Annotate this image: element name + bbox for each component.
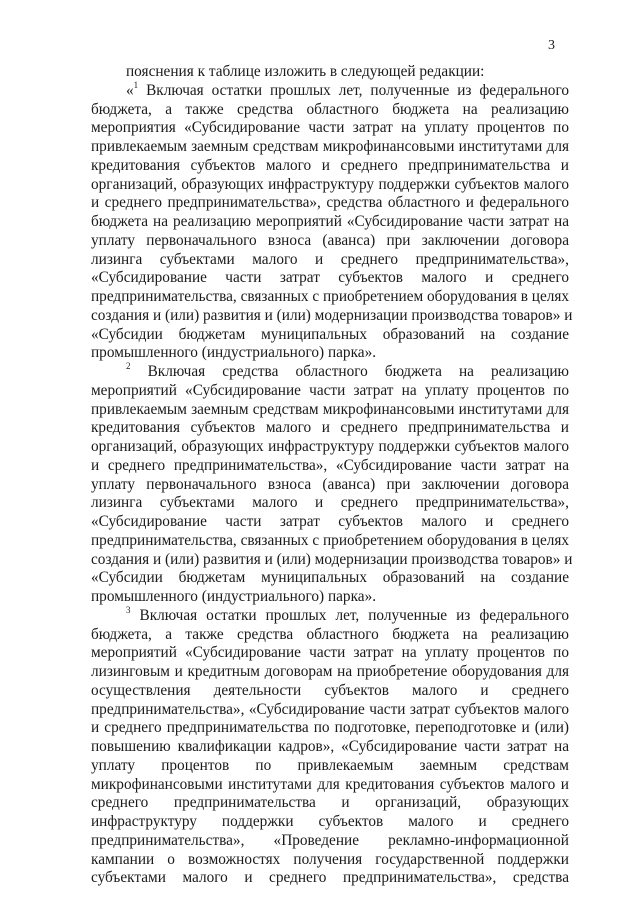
line-text: предпринимательства», «Проведение рекламно-информационной [91, 831, 569, 849]
line-text: привлекаемым заемным средствам микрофинансовыми институтами для [91, 400, 569, 418]
text-line [91, 604, 569, 626]
text-line [91, 419, 569, 438]
text-line [91, 232, 569, 251]
text-line [91, 306, 573, 326]
line-text: и среднего предпринимательства», средства областного и федерального [91, 194, 569, 212]
line-text: Включая остатки прошлых лет, полученные из федерального [138, 81, 569, 99]
line-text: Включая остатки прошлых лет, полученные из федерального [130, 606, 569, 624]
text-line [91, 401, 569, 420]
text-line [91, 813, 569, 832]
line-text: кредитования субъектов малого и среднего предпринимательства и [91, 419, 569, 437]
text-line [91, 79, 569, 101]
text-line [91, 119, 569, 138]
text-line [91, 194, 569, 213]
line-text: мероприятий «Субсидирование части затрат на уплату процентов по [91, 381, 569, 399]
line-text: предпринимательства, связанных с приобретением оборудования в целях [91, 531, 570, 549]
line-text: лизинга субъектами малого и среднего предпринимательства», [91, 494, 569, 512]
text-line [91, 738, 569, 757]
text-line [91, 588, 569, 607]
line-text: создания и (или) развития и (или) модернизации производства товаров» и [91, 306, 573, 324]
text-line [91, 701, 569, 720]
text-line [91, 832, 569, 851]
text-line [91, 851, 569, 870]
line-text: пояснения к таблице изложить в следующей редакции: [126, 63, 485, 80]
text-line [91, 382, 569, 401]
line-text: Включая средства областного бюджета на реализацию [130, 363, 569, 380]
text-line [91, 663, 569, 682]
line-text: бюджета, а также средства областного бюджета на реализацию [91, 625, 569, 643]
text-line [91, 157, 569, 176]
text-line [91, 476, 569, 495]
text-line [91, 344, 569, 363]
line-text: «Субсидирование части затрат субъектов малого и среднего [91, 269, 569, 287]
text-line [91, 494, 569, 513]
text-line [91, 438, 569, 457]
text-line [91, 682, 569, 701]
line-text: «Субсидии бюджетам муниципальных образований на создание [91, 325, 569, 343]
line-text: инфраструктуру поддержки субъектов малого и среднего [91, 813, 569, 830]
text-line [91, 644, 569, 663]
line-text: уплату первоначального взноса (аванса) при заключении договора [91, 475, 569, 493]
text-line [91, 532, 569, 551]
line-text: мероприятий «Субсидирование части затрат на уплату процентов по [91, 644, 569, 662]
footnote-marker: 2 [126, 360, 131, 371]
line-text: организаций, образующих инфраструктуру поддержки субъектов малого [91, 438, 569, 455]
text-line [91, 288, 569, 307]
line-text: лизинговым и кредитным договорам на приобретение оборудования для [91, 663, 569, 680]
line-text: микрофинансовыми институтами для кредитования субъектов малого и [91, 775, 569, 793]
text-line [91, 513, 569, 532]
line-text: предпринимательства», «Субсидирование части затрат субъектов малого [91, 700, 569, 718]
line-text: осуществления деятельности субъектов малого и среднего [91, 681, 569, 699]
line-text: уплату процентов по привлекаемым заемным средствам [91, 756, 569, 774]
document-body [91, 63, 573, 888]
line-text: и среднего предпринимательства по подготовке, переподготовке и (или) [91, 719, 569, 737]
line-text: кампании о возможностях получения государственной поддержки [91, 850, 569, 868]
text-line [91, 757, 569, 776]
text-line [91, 360, 569, 382]
text-line [91, 101, 569, 120]
line-text: предпринимательства, связанных с приобретением оборудования в целях [91, 288, 570, 305]
line-text: «Субсидирование части затрат субъектов малого и среднего [91, 513, 569, 530]
text-line [91, 326, 569, 345]
text-line [91, 794, 569, 813]
footnote-marker: 1 [133, 79, 139, 90]
line-text: уплату первоначального взноса (аванса) при заключении договора [91, 231, 569, 249]
page-number: 3 [548, 38, 555, 53]
text-line [91, 176, 569, 195]
line-text: промышленного (индустриального) парка». [91, 344, 377, 362]
line-text: промышленного (индустриального) парка». [91, 588, 377, 605]
line-text: бюджета, а также средства областного бюджета на реализацию [91, 100, 569, 118]
line-text: создания и (или) развития и (или) модернизации производства товаров» и [91, 550, 573, 568]
line-text: и среднего предпринимательства», «Субсидирование части затрат на [91, 456, 569, 474]
line-text: «Субсидии бюджетам муниципальных образований на создание [91, 569, 569, 587]
text-line [91, 63, 569, 82]
text-line [91, 251, 569, 270]
line-text: субъектами малого и среднего предпринимательства», средства [91, 869, 569, 887]
text-line [91, 776, 569, 795]
text-line [91, 457, 569, 476]
footnote-marker: 3 [126, 604, 131, 615]
line-text: привлекаемым заемным средствам микрофинансовыми институтами для [91, 138, 569, 155]
line-text: мероприятия «Субсидирование части затрат на уплату процентов по [91, 119, 569, 137]
text-line [91, 869, 569, 888]
text-line [91, 213, 569, 232]
quote-mark: « [126, 81, 134, 99]
line-text: бюджета на реализацию мероприятий «Субсидирование части затрат на [91, 213, 569, 230]
text-line [91, 550, 573, 570]
text-line [91, 626, 569, 645]
text-line [91, 138, 569, 157]
line-text: лизинга субъектами малого и среднего предпринимательства», [91, 250, 569, 268]
line-text: повышению квалификации кадров», «Субсидирование части затрат на [91, 738, 569, 755]
line-text: кредитования субъектов малого и среднего предпринимательства и [91, 156, 569, 174]
line-text: среднего предпринимательства и организаций, образующих [91, 794, 569, 812]
text-line [91, 719, 569, 738]
line-text: организаций, образующих инфраструктуру поддержки субъектов малого [91, 175, 569, 193]
text-line [91, 269, 569, 288]
text-line [91, 569, 569, 588]
